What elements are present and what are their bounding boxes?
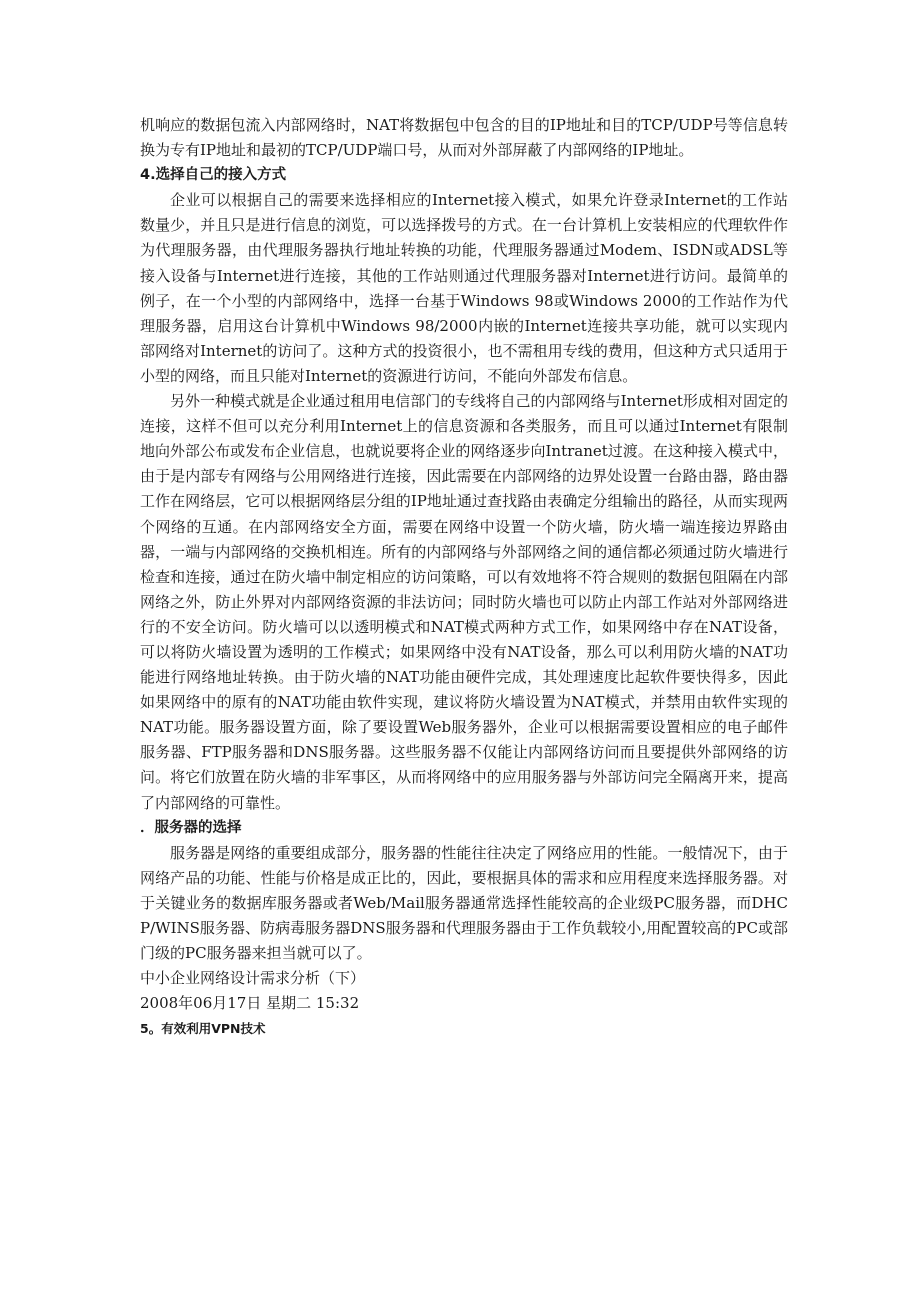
server-heading: ．服务器的选择 (140, 819, 242, 836)
section5-heading: 5。有效利用VPN技术 (140, 1021, 266, 1037)
article-title: 中小企业网络设计需求分析（下） (140, 969, 366, 988)
server-paragraph: 服务器是网络的重要组成部分，服务器的性能往往决定了网络应用的性能。一般情况下，由于网络产品的功能、性能与价格是成正比的，因此，要根据具体的需求和应用程度来选择服务器。对于关键业务的数据库服务器或者Web/Mail服务器通常选择性能较高的企业级PC服务器，而DHCP/WINS服务器、防病毒服务器DNS服务器和代理服务器由于工作负载较小,用配置较高的PC或部门级的PC服务器来担当就可以了。 (140, 843, 788, 963)
article-date: 2008年06月17日 星期二 15:32 (140, 994, 360, 1013)
section4-heading: 4.选择自己的接入方式 (140, 167, 287, 184)
intro-paragraph: 机响应的数据包流入内部网络时，NAT将数据包中包含的目的IP地址和目的TCP/UDP号等信息转换为专有IP地址和最初的TCP/UDP端口号，从而对外部屏蔽了内部网络的IP地址。 (140, 116, 788, 160)
section4-paragraph-2: 另外一种模式就是企业通过租用电信部门的专线将自己的内部网络与Internet形成相对固定的连接，这样不但可以充分利用Internet上的信息资源和各类服务，而且可以通过Internet有限制地向外部公布或发布企业信息，也就说要将企业的网络逐步向Intranet过渡。在这种接入模式中，由于是内部专有网络与公用网络进行连接，因此需要在内部网络的边界处设置一台路由器，路由器工作在网络层，它可以根据网络层分组的IP地址通过查找路由表确定分组输出的路径，从而实现两个网络的互通。在内部网络安全方面，需要在网络中设置一个防火墙，防火墙一端连接边界路由器，一端与内部网络的交换机相连。所有的内部网络与外部网络之间的通信都必须通过防火墙进行检查和连接，通过在防火墙中制定相应的访问策略，可以有效地将不符合规则的数据包阻隔在内部网络之外，防止外界对内部网络资源的非法访问；同时防火墙也可以防止内部工作站对外部网络进行的不安全访问。防火墙可以以透明模式和NAT模式两种方式工作，如果网络中存在NAT设备，可以将防火墙设置为透明的工作模式；如果网络中没有NAT设备，那么可以利用防火墙的NAT功能进行网络地址转换。由于防火墙的NAT功能由硬件完成，其处理速度比起软件要快得多，因此如果网络中的原有的NAT功能由软件实现，建议将防火墙设置为NAT模式，并禁用由软件实现的NAT功能。服务器设置方面，除了要设置Web服务器外，企业可以根据需要设置相应的电子邮件服务器、FTP服务器和DNS服务器。这些服务器不仅能让内部网络访问而且要提供外部网络的访问。将它们放置在防火墙的非军事区，从而将网络中的应用服务器与外部访问完全隔离开来，提高了内部网络的可靠性。 (140, 392, 788, 812)
section4-paragraph-1: 企业可以根据自己的需要来选择相应的Internet接入模式，如果允许登录Internet的工作站数量少，并且只是进行信息的浏览，可以选择拨号的方式。在一台计算机上安装相应的代理软件作为代理服务器，由代理服务器执行地址转换的功能，代理服务器通过Modem、ISDN或ADSL等接入设备与Internet进行连接，其他的工作站则通过代理服务器对Internet进行访问。最简单的例子，在一个小型的内部网络中，选择一台基于Windows 98或Windows 2000的工作站作为代理服务器，启用这台计算机中Windows 98/2000内嵌的Internet连接共享功能，就可以实现内部网络对Internet的访问了。这种方式的投资很小，也不需租用专线的费用，但这种方式只适用于小型的网络，而且只能对Internet的资源进行访问，不能向外部发布信息。 (140, 191, 788, 385)
document-page (140, 113, 788, 1041)
